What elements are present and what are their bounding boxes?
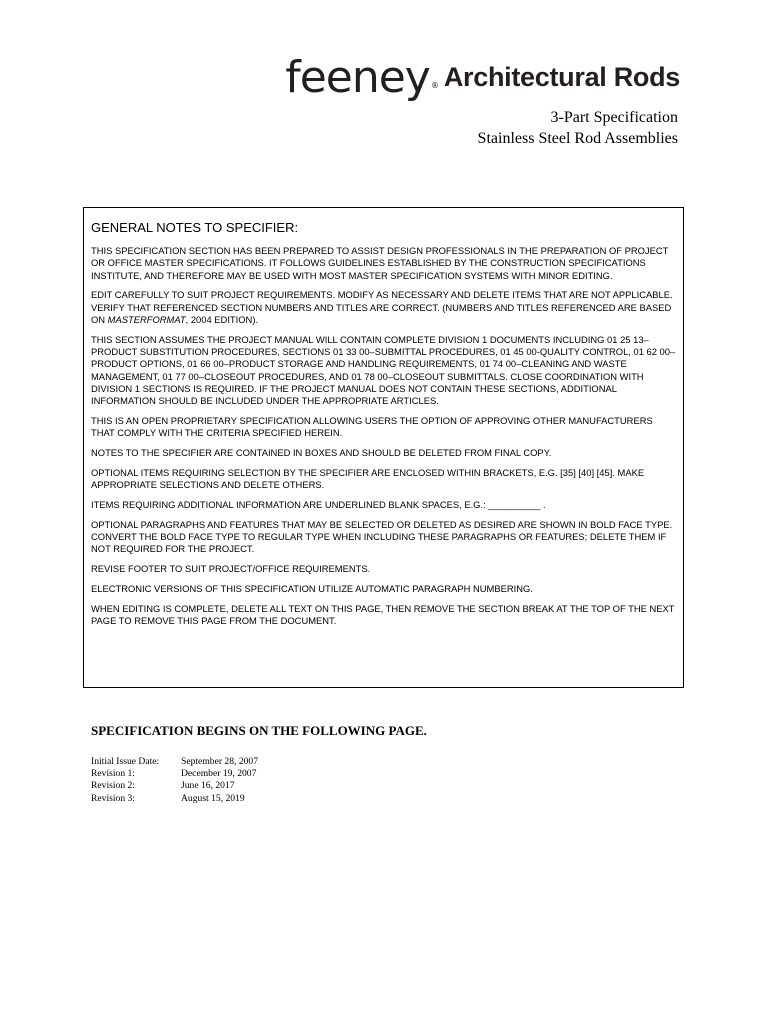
spec-begins-notice: SPECIFICATION BEGINS ON THE FOLLOWING PAGE.	[91, 723, 427, 738]
revision-date: June 16, 2017	[181, 780, 235, 792]
revision-date: December 19, 2007	[181, 768, 257, 780]
logo-tagline: Architectural Rods	[443, 62, 680, 92]
note-paragraph-11: WHEN EDITING IS COMPLETE, DELETE ALL TEXT ON THIS PAGE, THEN REMOVE THE SECTION BREAK AT THE TOP OF THE NEXT PAGE TO REMOVE THIS PAGE FROM THE DOCUMENT.	[91, 602, 675, 627]
revision-history	[91, 756, 258, 805]
note-paragraph-4: THIS IS AN OPEN PROPRIETARY SPECIFICATION ALLOWING USERS THE OPTION OF APPROVING OTHER MANUFACTURERS THAT COMPLY WITH THE CRITERIA SPECIFIED HEREIN.	[91, 415, 653, 439]
note-paragraph-2-text-b: , 2004 EDITION).	[185, 313, 259, 325]
note-paragraph-8: OPTIONAL PARAGRAPHS AND FEATURES THAT MAY BE SELECTED OR DELETED AS DESIRED ARE SHOWN IN BOLD FACE TYPE. CONVERT THE BOLD FACE TYPE TO REGULAR TYPE WHEN INCLUDING THESE PARAGRAPHS OR FEATURES; DELETE THEM IF NOT REQUIRED FOR THE PROJECT.	[91, 518, 673, 555]
revision-label: Initial Issue Date:	[91, 756, 160, 767]
revision-row	[91, 780, 258, 792]
revision-label: Revision 1:	[91, 768, 135, 780]
logo-wordmark: feeney ®	[285, 56, 430, 100]
document-title	[478, 107, 678, 149]
note-paragraph-2	[91, 289, 677, 326]
revision-date: August 15, 2019	[181, 792, 245, 804]
revision-date: September 28, 2007	[181, 756, 259, 767]
title-line-2: Stainless Steel Rod Assemblies	[477, 130, 678, 147]
brand-logo	[285, 50, 680, 103]
notes-heading: GENERAL NOTES TO SPECIFIER:	[91, 220, 299, 235]
revision-row	[91, 756, 258, 768]
note-paragraph-6: OPTIONAL ITEMS REQUIRING SELECTION BY THE SPECIFIER ARE ENCLOSED WITHIN BRACKETS, E.G. [35] [40] [45]. MAKE APPROPRIATE SELECTIONS AND DELETE OTHERS.	[91, 466, 645, 491]
specifier-notes-box	[83, 207, 684, 688]
note-paragraph-1: THIS SPECIFICATION SECTION HAS BEEN PREPARED TO ASSIST DESIGN PROFESSIONALS IN THE PREPARATION OF PROJECT OR OFFICE MASTER SPECIFICATIONS. IT FOLLOWS GUIDELINES ESTABLISHED BY THE CONSTRUCTION SPECIFICATIONS INSTITUTE, AND THEREFORE MAY BE USED WITH MOST MASTER SPECIFICATION SYSTEMS WITH MINOR EDITING.	[91, 245, 669, 281]
registered-mark: ®	[430, 81, 438, 90]
revision-row	[91, 793, 258, 805]
note-paragraph-10: ELECTRONIC VERSIONS OF THIS SPECIFICATION UTILIZE AUTOMATIC PARAGRAPH NUMBERING.	[91, 583, 533, 595]
note-paragraph-2-text-a: EDIT CAREFULLY TO SUIT PROJECT REQUIREMENTS. MODIFY AS NECESSARY AND DELETE ITEMS THAT ARE NOT APPLICABLE. VERIFY THAT REFERENCED SECTION NUMBERS AND TITLES ARE CORRECT. (NUMBERS AND TITLES REFERENCED ARE BASED ON	[91, 289, 673, 325]
revision-label: Revision 2:	[91, 780, 135, 792]
title-line-1: 3-Part Specification	[550, 109, 678, 126]
note-paragraph-5: NOTES TO THE SPECIFIER ARE CONTAINED IN BOXES AND SHOULD BE DELETED FROM FINAL COPY.	[91, 447, 552, 459]
revision-row	[91, 768, 258, 780]
revision-label: Revision 3:	[91, 792, 135, 804]
note-paragraph-3: THIS SECTION ASSUMES THE PROJECT MANUAL WILL CONTAIN COMPLETE DIVISION 1 DOCUMENTS INCLUDING 01 25 13–PRODUCT SUBSTITUTION PROCEDURES, SECTIONS 01 33 00–SUBMITTAL PROCEDURES, 01 45 00-QUALITY CONTROL, 01 62 00–PRODUCT OPTIONS, 01 66 00–PRODUCT STORAGE AND HANDLING REQUIREMENTS, 01 74 00–CLEANING AND WASTE MANAGEMENT, 01 77 00–CLOSEOUT PROCEDURES, AND 01 78 00–CLOSEOUT SUBMITTALS. CLOSE COORDINATION WITH DIVISION 1 SECTIONS IS REQUIRED. IF THE PROJECT MANUAL DOES NOT CONTAIN THESE SECTIONS, ADDITIONAL INFORMATION SHOULD BE INCLUDED UNDER THE APPROPRIATE ARTICLES.	[91, 333, 676, 407]
note-paragraph-7: ITEMS REQUIRING ADDITIONAL INFORMATION ARE UNDERLINED BLANK SPACES, E.G.: __________ .	[91, 499, 546, 511]
note-paragraph-9: REVISE FOOTER TO SUIT PROJECT/OFFICE REQUIREMENTS.	[91, 563, 371, 575]
masterformat-italic: MASTERFORMAT	[107, 313, 186, 325]
